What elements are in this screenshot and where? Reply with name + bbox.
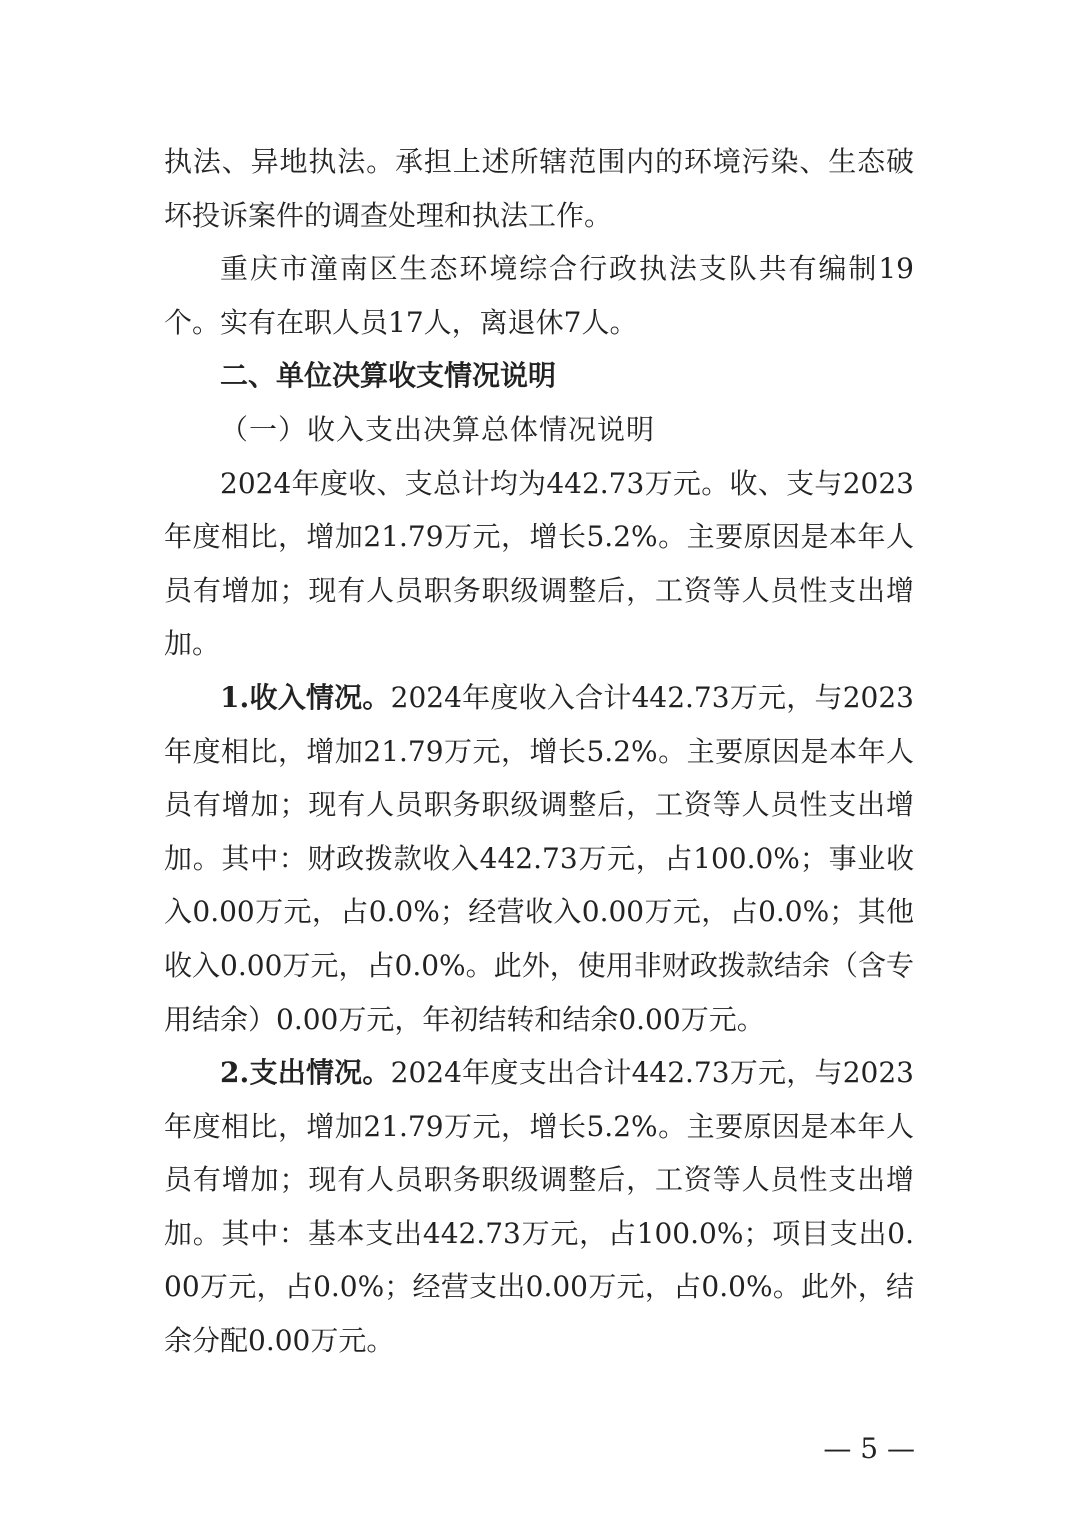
income-lead: 1.收入情况。 [220,680,391,714]
expenditure-lead: 2.支出情况。 [220,1056,391,1090]
income-body: 2024年度收入合计442.73万元，与2023年度相比，增加21.79万元，增长5.2%。主要原因是本年人员有增加；现有人员职务职级调整后，工资等人员性支出增加。其中：财政拨款收入442.73万元，占100.0%；事业收入0.00万元，占0.0%；经营收入0.00万元，占0.0%；其他收入0.00万元，占0.0%。此外，使用非财政拨款结余（含专用结余）0.00万元，年初结转和结余0.00万元。 [164,680,914,1036]
paragraph-overall-summary: 2024年度收、支总计均为442.73万元。收、支与2023年度相比，增加21.79万元，增长5.2%。主要原因是本年人员有增加；现有人员职务职级调整后，工资等人员性支出增加。 [164,466,914,661]
page-number: — 5 — [823,1432,915,1465]
section-heading: 二、单位决算收支情况说明 [220,359,557,393]
paragraph-expenditure [164,1046,914,1368]
paragraph-duties-continued: 执法、异地执法。承担上述所辖范围内的环境污染、生态破坏投诉案件的调查处理和执法工作。 [164,145,914,232]
paragraph-income [164,671,914,1046]
subsection-heading: （一）收入支出决算总体情况说明 [220,412,656,446]
paragraph-staffing: 重庆市潼南区生态环境综合行政执法支队共有编制19个。实有在职人员17人，离退休7人。 [164,252,914,339]
expenditure-body: 2024年度支出合计442.73万元，与2023年度相比，增加21.79万元，增长5.2%。主要原因是本年人员有增加；现有人员职务职级调整后，工资等人员性支出增加。其中：基本支出442.73万元，占100.0%；项目支出0.00万元，占0.0%；经营支出0.00万元，占0.0%。此外，结余分配0.00万元。 [164,1056,914,1358]
document-body [164,135,914,1368]
